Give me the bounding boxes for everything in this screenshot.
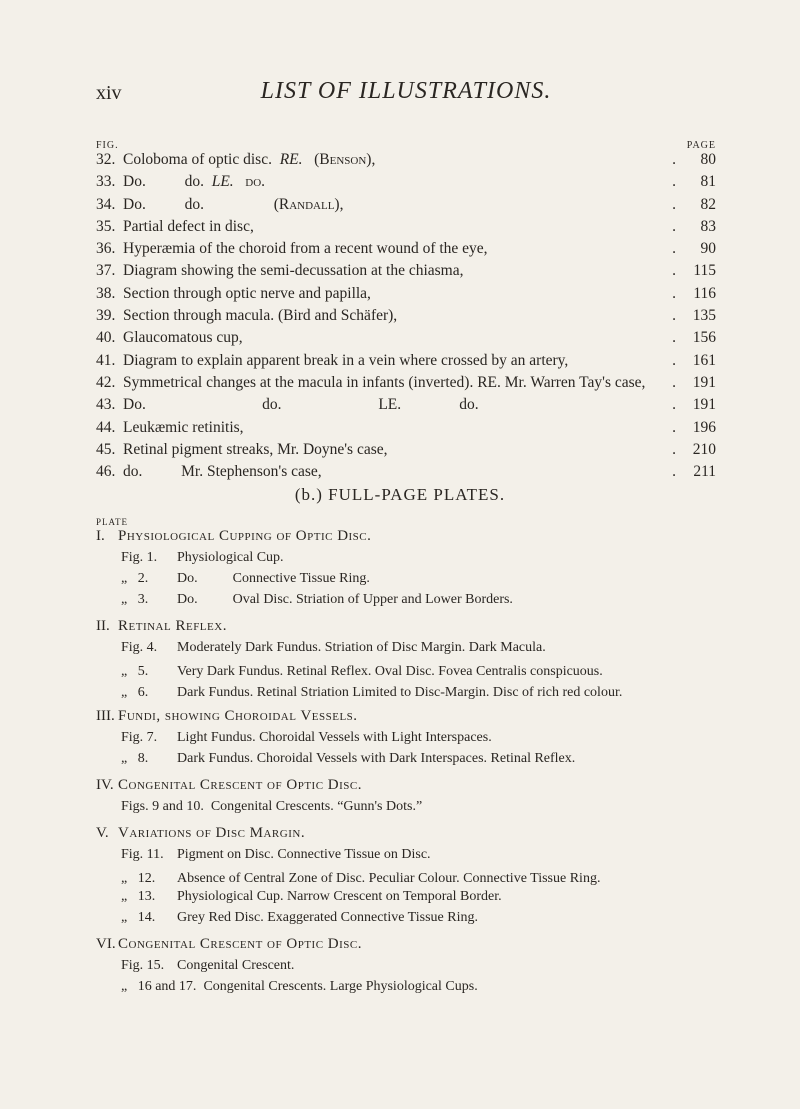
figure-eye: RE.: [271, 151, 303, 168]
plate-numeral: I.: [96, 528, 105, 544]
leader-dots: .: [672, 351, 676, 369]
plate-figure-caption: Physiological Cup. Narrow Crescent on Temporal Border.: [177, 889, 502, 904]
plate-figure-caption: Do. Oval Disc. Striation of Upper and Lower Borders.: [177, 592, 513, 607]
figure-caption: Diagram to explain apparent break in a vein where crossed by an artery,: [123, 351, 569, 369]
leader-dots: .: [672, 240, 676, 258]
plate-figure: [96, 889, 736, 910]
plate-figure-label: Fig. 11.: [121, 847, 164, 862]
plate-figure: [96, 799, 736, 820]
plate-figure-caption: Dark Fundus. Retinal Striation Limited to Disc-Margin. Disc of rich red colour.: [177, 685, 623, 700]
figure-page: 156: [692, 329, 716, 347]
figure-caption: Do. do. (Randall),: [123, 195, 344, 213]
leader-dots: .: [672, 418, 676, 436]
figure-number: 36.: [96, 240, 116, 258]
figure-list-item: [96, 307, 716, 329]
figure-page: 83: [700, 217, 716, 235]
plate-column-label: PLATE: [96, 517, 128, 527]
figure-caption: Glaucomatous cup,: [123, 329, 243, 347]
plate-figure-caption: Dark Fundus. Choroidal Vessels with Dark Interspaces. Retinal Reflex.: [177, 751, 576, 766]
figure-page: 116: [693, 284, 716, 302]
plate-figure-label: Figs. 9 and 10.: [121, 799, 211, 814]
plates-section-heading: (b.) FULL-PAGE PLATES.: [294, 485, 506, 504]
plate-figure-label: Fig. 7.: [121, 730, 158, 745]
figure-list-item: [96, 196, 716, 218]
plate-heading: [96, 936, 736, 958]
plate-figure-caption: Moderately Dark Fundus. Striation of Disc Margin. Dark Macula.: [177, 640, 546, 655]
plate-heading: [96, 825, 736, 847]
plate-figure: [96, 910, 736, 931]
plate-figure-label: „ 8.: [121, 751, 149, 766]
figure-list-item: [96, 218, 716, 240]
plate-figure-caption: Pigment on Disc. Connective Tissue on Disc.: [177, 847, 431, 862]
plate-heading: [96, 618, 736, 640]
figure-page: 90: [700, 240, 716, 258]
plate-entry: [96, 777, 736, 820]
figure-author: do.: [233, 173, 266, 191]
plate-figure: [96, 571, 736, 592]
figure-number: 35.: [96, 217, 116, 235]
leader-dots: .: [672, 463, 676, 481]
figure-list-item: [96, 173, 716, 195]
figure-number: 42.: [96, 373, 116, 391]
plate-numeral: VI.: [96, 936, 116, 952]
figure-list-item: [96, 374, 716, 396]
figure-page: 80: [700, 151, 716, 168]
plate-figure-label: „ 5.: [121, 664, 149, 679]
figure-list-item: [96, 262, 716, 284]
figure-number: 40.: [96, 329, 116, 347]
plate-figure-caption: Absence of Central Zone of Disc. Peculiar Colour. Connective Tissue Ring.: [177, 871, 601, 886]
figure-list-item: [96, 240, 716, 262]
plate-numeral: V.: [96, 825, 109, 841]
plate-numeral: III.: [96, 708, 115, 724]
plate-title: Congenital Crescent of Optic Disc.: [118, 936, 362, 952]
plate-figure: [96, 847, 736, 868]
plate-title: Variations of Disc Margin.: [118, 825, 306, 841]
plate-figure-caption: Do. Connective Tissue Ring.: [177, 571, 370, 586]
col-head-fig: FIG.: [96, 140, 119, 151]
figure-page: 115: [693, 262, 716, 280]
figure-page: 191: [692, 396, 716, 414]
leader-dots: .: [672, 396, 676, 414]
leader-dots: .: [672, 329, 676, 347]
figure-list-item: [96, 463, 716, 485]
figure-page: 81: [700, 173, 716, 191]
figure-number: 39.: [96, 307, 116, 325]
plate-figure: [96, 958, 736, 979]
plate-figure: [96, 592, 736, 613]
plate-numeral: II.: [96, 618, 110, 634]
plate-title: Congenital Crescent of Optic Disc.: [118, 777, 362, 793]
figure-number: 45.: [96, 440, 116, 458]
plate-figure: [96, 868, 736, 889]
plate-figure: [96, 751, 736, 772]
plate-figure: [96, 640, 736, 661]
plate-figure-label: „ 6.: [121, 685, 149, 700]
figure-number: 46.: [96, 463, 116, 481]
plate-figure-caption: Congenital Crescent.: [177, 958, 295, 973]
plate-numeral: IV.: [96, 777, 114, 793]
plate-figure-caption: Congenital Crescents. Large Physiological Cups.: [203, 979, 478, 994]
plate-entry: [96, 936, 736, 1000]
figure-caption: Coloboma of optic disc. RE. (Benson),: [123, 151, 376, 168]
figure-list-item: [96, 396, 716, 418]
figure-caption: Leukæmic retinitis,: [123, 418, 244, 436]
plate-heading: [96, 708, 736, 730]
page-number: xiv: [96, 82, 122, 104]
figure-page: 135: [692, 307, 716, 325]
plate-title: Retinal Reflex.: [118, 618, 227, 634]
plate-title: Fundi, showing Choroidal Vessels.: [118, 708, 358, 724]
leader-dots: .: [672, 307, 676, 325]
figure-list-item: [96, 329, 716, 351]
plate-entry: [96, 708, 736, 772]
plate-figure-label: Fig. 4.: [121, 640, 158, 655]
plate-figure-label: Fig. 15.: [121, 958, 165, 973]
plate-entry: [96, 825, 736, 931]
figure-number: 33.: [96, 173, 116, 191]
figure-page: 211: [693, 463, 716, 481]
figure-number: 32.: [96, 151, 116, 168]
figure-caption: Do. do. LE. do.: [123, 173, 266, 191]
figure-page: 210: [692, 440, 716, 458]
plate-figure-label: „ 2.: [121, 571, 149, 586]
figure-list-item: [96, 352, 716, 374]
leader-dots: .: [672, 151, 676, 168]
leader-dots: .: [672, 262, 676, 280]
plate-figure-label: „ 16 and 17.: [121, 979, 204, 994]
figure-page: 196: [692, 418, 716, 436]
figure-page: 191: [692, 373, 716, 391]
plate-figure-label: „ 13.: [121, 889, 156, 904]
leader-dots: .: [672, 217, 676, 235]
figure-number: 34.: [96, 195, 116, 213]
figure-caption: Do. do. LE. do.: [123, 396, 479, 414]
figure-list-item: [96, 441, 716, 463]
col-head-page: PAGE: [686, 140, 716, 151]
plate-figure-label: „ 12.: [121, 871, 156, 886]
figure-number: 41.: [96, 351, 116, 369]
figure-page: 161: [692, 351, 716, 369]
figure-caption: Hyperæmia of the choroid from a recent wound of the eye,: [123, 240, 488, 258]
figure-list-item: [96, 285, 716, 307]
leader-dots: .: [672, 173, 676, 191]
plates-list: [96, 528, 736, 1005]
figure-caption: Section through optic nerve and papilla,: [123, 284, 371, 302]
plate-figure-caption: Light Fundus. Choroidal Vessels with Light Interspaces.: [177, 730, 492, 745]
plate-figure: [96, 730, 736, 751]
figure-eye: LE.: [203, 173, 234, 191]
plate-figure-label: „ 14.: [121, 910, 156, 925]
figure-author: (Benson),: [302, 151, 376, 168]
plate-figure-caption: Grey Red Disc. Exaggerated Connective Tissue Ring.: [177, 910, 478, 925]
figure-caption: do. Mr. Stephenson's case,: [123, 463, 322, 481]
figure-list-item: [96, 419, 716, 441]
plate-figure: [96, 979, 736, 1000]
plate-figure: [96, 550, 736, 571]
figure-caption: Retinal pigment streaks, Mr. Doyne's case,: [123, 440, 388, 458]
figure-number: 37.: [96, 262, 116, 280]
figure-caption: Section through macula. (Bird and Schäfer),: [123, 307, 398, 325]
plate-figure-caption: Physiological Cup.: [177, 550, 284, 565]
figure-number: 44.: [96, 418, 116, 436]
plate-figure-caption: Congenital Crescents. “Gunn's Dots.”: [210, 799, 423, 814]
plate-figure-caption: Very Dark Fundus. Retinal Reflex. Oval Disc. Fovea Centralis conspicuous.: [177, 664, 603, 679]
plate-heading: [96, 777, 736, 799]
plate-title: Physiological Cupping of Optic Disc.: [118, 528, 372, 544]
figure-number: 43.: [96, 396, 116, 414]
running-head: [96, 78, 716, 108]
plate-heading: [96, 528, 736, 550]
plate-figure-label: Fig. 1.: [121, 550, 158, 565]
plate-entry: [96, 528, 736, 613]
figure-list: [96, 151, 716, 485]
figure-number: 38.: [96, 284, 116, 302]
leader-dots: .: [672, 373, 676, 391]
figure-author: (Randall),: [203, 195, 344, 213]
leader-dots: .: [672, 440, 676, 458]
plate-entry: [96, 618, 736, 703]
figure-list-item: [96, 151, 716, 173]
figure-caption: Symmetrical changes at the macula in infants (inverted). RE. Mr. Warren Tay's case,: [123, 373, 646, 391]
figure-page: 82: [700, 195, 716, 213]
plate-figure-label: „ 3.: [121, 592, 149, 607]
figure-caption: Partial defect in disc,: [123, 217, 254, 235]
leader-dots: .: [672, 195, 676, 213]
leader-dots: .: [672, 284, 676, 302]
figure-caption: Diagram showing the semi-decussation at the chiasma,: [123, 262, 464, 280]
plate-figure: [96, 682, 736, 703]
plate-figure: [96, 661, 736, 682]
page-title: LIST OF ILLUSTRATIONS.: [260, 78, 552, 104]
